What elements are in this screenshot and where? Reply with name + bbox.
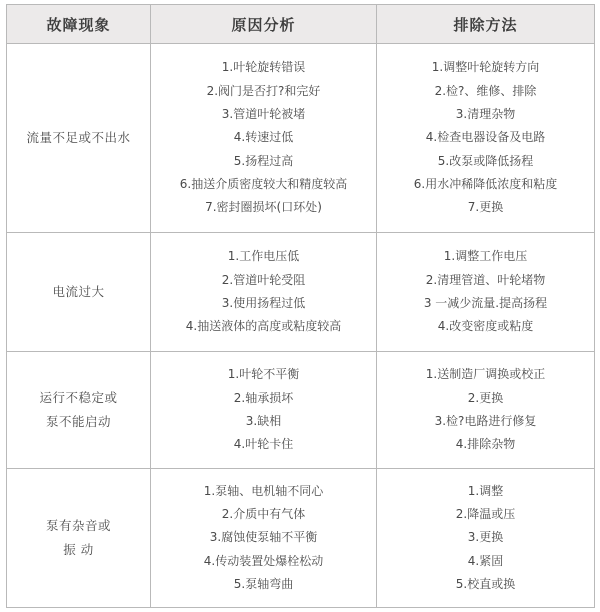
column-header-symptom: 故障现象 <box>7 5 151 44</box>
list-item: 4.紧固 <box>467 553 504 568</box>
list-item: 3.缺相 <box>245 414 282 428</box>
list-item: 4.叶轮卡住 <box>233 437 294 452</box>
cell-causes <box>151 233 377 352</box>
list-item: 2.阀门是否打?和完好 <box>206 83 321 98</box>
column-header-cause: 原因分析 <box>151 5 377 44</box>
cell-symptom <box>7 469 151 608</box>
list-item: 3.检?电路进行修复 <box>434 414 537 428</box>
list-item: 4.传动装置处爆栓松动 <box>203 553 324 568</box>
cell-solutions <box>377 352 595 469</box>
cell-symptom: 流量不足或不出水 <box>7 44 151 233</box>
column-header-solution: 排除方法 <box>377 5 595 44</box>
list-item: 3.管道叶轮被堵 <box>221 106 306 121</box>
cell-symptom: 电流过大 <box>7 233 151 352</box>
cell-causes <box>151 352 377 469</box>
list-item: 1.叶轮不平衡 <box>227 367 300 382</box>
list-item: 1.送制造厂调换或校正 <box>425 367 546 382</box>
symptom-line: 泵有杂音或 <box>45 518 111 534</box>
list-item: 1.叶轮旋转错误 <box>221 60 306 75</box>
table-header-row <box>7 5 595 44</box>
cell-solutions <box>377 44 595 233</box>
list-item: 2.检?、维修、排除 <box>434 83 537 98</box>
list-item: 1.工作电压低 <box>227 249 300 264</box>
list-item: 2.更换 <box>467 390 504 405</box>
list-item: 3.腐蚀使泵轴不平衡 <box>209 530 318 545</box>
list-item: 4.排除杂物 <box>455 437 516 452</box>
list-item: 1.泵轴、电机轴不同心 <box>203 483 324 498</box>
list-item: 5.扬程过高 <box>233 153 294 168</box>
list-item: 2.管道叶轮受阻 <box>221 272 306 287</box>
list-item: 3 一减少流量.提高扬程 <box>423 296 548 310</box>
list-item: 4.检查电器设备及电路 <box>425 130 546 145</box>
list-item: 4.改变密度或粘度 <box>437 319 534 334</box>
list-item: 2.介质中有气体 <box>221 506 306 521</box>
list-item: 3.清理杂物 <box>455 106 516 121</box>
table-body <box>7 44 595 608</box>
list-item: 5.泵轴弯曲 <box>233 577 294 592</box>
list-item: 2.清理管道、叶轮堵物 <box>425 272 546 287</box>
list-item: 6.抽送介质密度较大和精度较高 <box>179 177 348 192</box>
list-item: 1.调整工作电压 <box>443 249 528 264</box>
list-item: 3.使用扬程过低 <box>221 296 306 310</box>
table-row <box>7 233 595 352</box>
list-item: 5.改泵或降低扬程 <box>437 153 534 168</box>
table-header <box>7 5 595 44</box>
list-item: 4.抽送液体的高度或粘度较高 <box>185 319 342 334</box>
table-row <box>7 44 595 233</box>
list-item: 6.用水冲稀降低浓度和粘度 <box>413 177 558 192</box>
list-item: 2.降温或压 <box>455 506 516 521</box>
cell-causes <box>151 469 377 608</box>
list-item: 7.密封圈损坏(口环处) <box>205 200 322 215</box>
table-row <box>7 352 595 469</box>
list-item: 2.轴承损坏 <box>233 390 294 405</box>
list-item: 7.更换 <box>467 200 504 215</box>
list-item: 1.调整 <box>467 483 504 498</box>
table-row <box>7 469 595 608</box>
list-item: 5.校直或换 <box>455 577 516 592</box>
cell-solutions <box>377 469 595 608</box>
cell-solutions <box>377 233 595 352</box>
symptom-line: 泵不能启动 <box>45 414 111 429</box>
symptom-line: 运行不稳定或 <box>39 390 118 406</box>
list-item: 4.转速过低 <box>233 130 294 145</box>
list-item: 1.调整叶轮旋转方向 <box>431 60 540 75</box>
symptom-line: 振 动 <box>63 542 94 557</box>
cell-symptom <box>7 352 151 469</box>
list-item: 3.更换 <box>467 530 504 545</box>
cell-causes <box>151 44 377 233</box>
fault-diagnosis-table <box>6 4 595 608</box>
